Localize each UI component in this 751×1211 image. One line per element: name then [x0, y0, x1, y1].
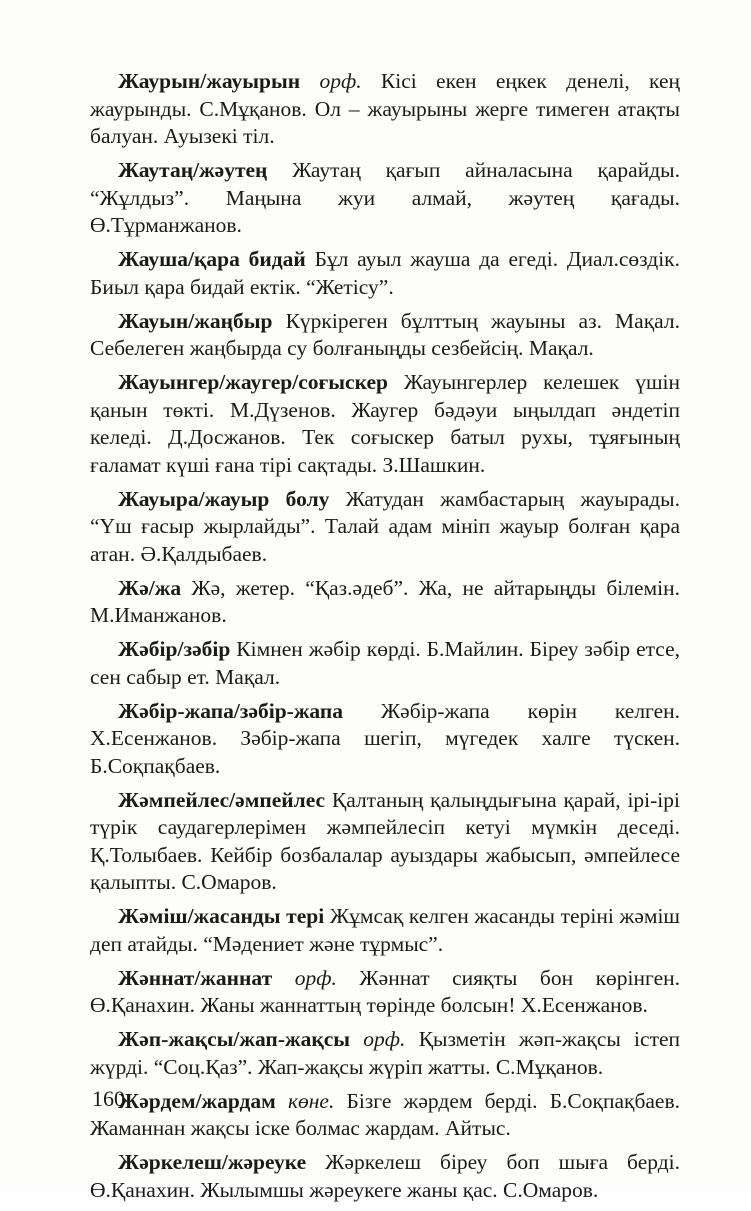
- entry-headword: Жауынгер/жаугер/соғыскер: [118, 370, 388, 394]
- entry-text: Жә, жетер. “Қаз.әдеб”. Жа, не айтарыңды білемін. М.Иманжанов.: [90, 575, 681, 627]
- entry-text: Жатудан жамбастарың жауырады. “Үш ғасыр жырлайды”. Талай адам мініп жауыр болған қара атан. Ә.Қалдыбаев.: [90, 486, 680, 566]
- entry-headword: Жәркелеш/жәреуке: [118, 1150, 307, 1174]
- entry-text: Қызметін жәп-жақсы істеп жүрді. “Соц.Қаз”. Жап-жақсы жүріп жатты. С.Мұқанов.: [90, 1027, 681, 1079]
- entry-text: Жұмсақ келген жасанды теріні жәміш деп атайды. “Мәдениет және тұрмыс”.: [90, 904, 680, 956]
- entry-headword: Жәп-жақсы/жап-жақсы: [118, 1027, 351, 1051]
- dictionary-entry: [90, 308, 680, 363]
- entry-text: Бізге жәрдем берді. Б.Соқпақбаев. Жаманнан жақсы іске болмас жардам. Айтыс.: [90, 1088, 680, 1140]
- entry-headword: Жәннат/жаннат: [118, 965, 273, 990]
- entry-headword: Жәбір/зәбір: [118, 637, 231, 661]
- entry-note: орф.: [319, 69, 362, 93]
- dictionary-entry: [90, 903, 680, 958]
- dictionary-entry: [90, 575, 680, 630]
- entry-headword: Жәрдем/жардам: [118, 1088, 276, 1113]
- entry-headword: Жаурын/жауырын: [118, 69, 301, 93]
- dictionary-entry: [90, 965, 680, 1020]
- entry-headword: Жәбір-жапа/зәбір-жапа: [118, 698, 344, 723]
- dictionary-entry: [90, 698, 680, 781]
- entry-headword: Жәмпейлес/әмпейлес: [118, 787, 326, 812]
- entry-text: Кімнен жәбір көрді. Б.Майлин. Біреу зәбір етсе, сен сабыр ет. Мақал.: [90, 637, 681, 689]
- dictionary-entry: [90, 787, 680, 897]
- entry-headword: Жауша/қара бидай: [118, 247, 306, 271]
- dictionary-entry: [90, 486, 680, 569]
- dictionary-entry: [90, 1026, 680, 1081]
- entry-text: Кісі екен еңкек денелі, кең жаурынды. С.Мұқанов. Ол – жауырыны жерге тимеген атақты балуан. Ауызекі тіл.: [90, 69, 680, 148]
- entry-text: Бұл ауыл жауша да егеді. Диал.сөздік. Биыл қара бидай ектік. “Жетісу”.: [90, 247, 680, 299]
- dictionary-entry: [90, 68, 680, 151]
- entry-headword: Жә/жа: [118, 575, 182, 600]
- dictionary-entry: [90, 157, 680, 240]
- entry-text: Жәбір-жапа көрін келген. Х.Есенжанов. Зәбір-жапа шегіп, мүгедек халге түскен. Б.Соқпақбаев.: [90, 698, 681, 778]
- dictionary-entry: [90, 636, 680, 691]
- entry-note: көне.: [287, 1088, 335, 1113]
- entry-text: Жәркелеш біреу боп шыға берді. Ө.Қанахин. Жылымшы жәреукеге жаны қас. С.Омаров.: [90, 1150, 681, 1202]
- dictionary-entry: [90, 1149, 680, 1204]
- dictionary-entries: [90, 68, 680, 1211]
- dictionary-entry: [90, 369, 680, 479]
- page-number: 160: [92, 1086, 125, 1111]
- entry-text: Жаутаң қағып айналасына қарайды. “Жұлдыз”. Маңына жуи алмай, жәутең қағады. Ө.Тұрманжанов.: [90, 158, 680, 237]
- entry-note: орф.: [363, 1027, 406, 1051]
- entry-headword: Жауын/жаңбыр: [118, 308, 273, 333]
- entry-note: орф.: [294, 965, 337, 990]
- entry-headword: Жаутаң/жәутең: [118, 158, 268, 182]
- entry-headword: Жауыра/жауыр болу: [118, 486, 330, 511]
- entry-text: Жауынгерлер келешек үшін қанын төкті. М.Дүзенов. Жаугер бәдәуи ыңылдап әндетіп келеді. Д.Досжанов. Тек соғыскер батыл рухы, тұяғының ғаламат күші ғана тірі сақтады. З.Шашкин.: [90, 370, 681, 477]
- entry-headword: Жәміш/жасанды тері: [118, 904, 325, 928]
- dictionary-entry: [90, 246, 680, 301]
- entry-text: Қалтаның қалыңдығына қарай, ірі-ірі түрік саудагерлерімен жәмпейлесіп кетуі мүмкін деседі. Қ.Толыбаев. Кейбір бозбалалар ауыздары жабысып, әмпейлесе қалыпты. С.Омаров.: [90, 787, 680, 894]
- entry-text: Күркіреген бұлттың жауыны аз. Мақал. Себелеген жаңбырда су болғаныңды сезбейсің. Мақал.: [90, 308, 680, 360]
- entry-text: Жәннат сияқты бон көрінген. Ө.Қанахин. Жаны жаннаттың төрінде болсын! Х.Есенжанов.: [90, 965, 680, 1017]
- dictionary-entry: [90, 1088, 680, 1143]
